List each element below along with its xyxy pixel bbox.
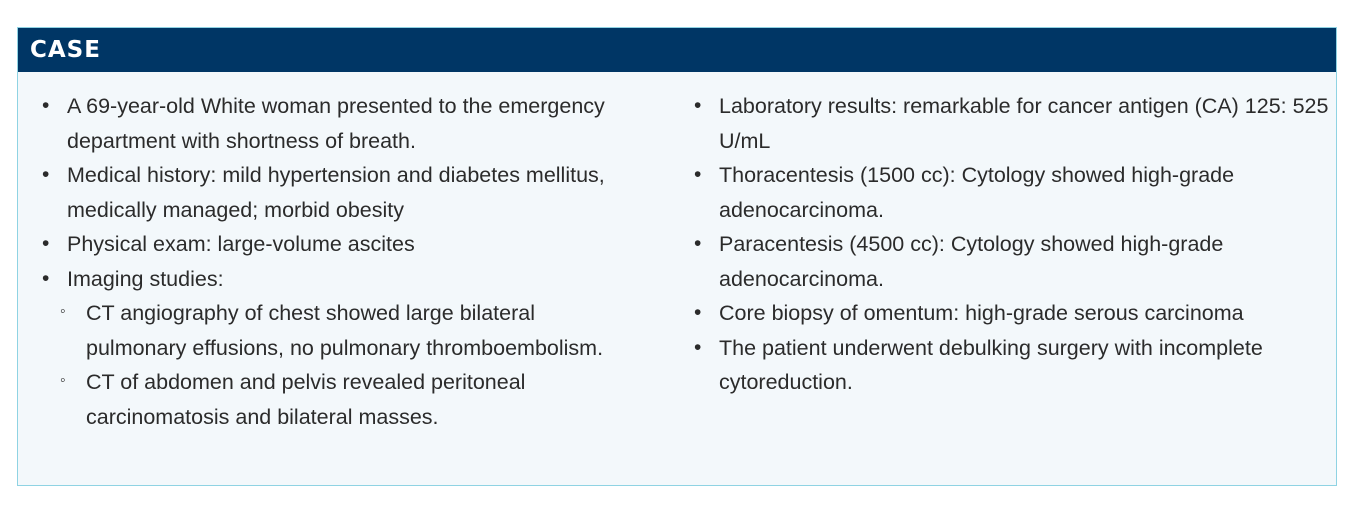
sublist-item-text: CT of abdomen and pelvis revealed peritoneal carcinomatosis and bilateral masses. [86,370,526,429]
imaging-sublist [38,296,638,434]
bullet-icon: • [694,163,702,186]
case-box [17,27,1337,486]
list-item-text: Medical history: mild hypertension and diabetes mellitus, medically managed; morbid obesity [67,163,605,222]
left-column [38,89,638,434]
list-item-paracentesis [690,227,1330,296]
sublist-item-ct-abdomen [38,365,638,434]
case-header: CASE [18,28,1336,72]
list-item-text: A 69-year-old White woman presented to the emergency department with shortness of breath. [67,94,605,153]
sub-bullet-icon: ◦ [60,372,66,389]
bullet-icon: • [42,232,50,255]
list-item-core-biopsy [690,296,1330,331]
list-item-text: Imaging studies: [67,266,224,291]
bullet-icon: • [42,163,50,186]
list-item-text: Thoracentesis (1500 cc): Cytology showed high-grade adenocarcinoma. [719,163,1235,222]
bullet-icon: • [694,94,702,117]
bullet-icon: • [42,266,50,290]
right-column [690,89,1330,400]
list-item-text: Core biopsy of omentum: high-grade serous carcinoma [719,301,1244,325]
bullet-icon: • [694,301,702,324]
list-item-text: Paracentesis (4500 cc): Cytology showed high-grade adenocarcinoma. [719,232,1224,291]
list-item-text: Laboratory results: remarkable for cancer antigen (CA) 125: 525 U/mL [719,94,1329,153]
list-item-medical-history [38,158,638,227]
sub-bullet-icon: ◦ [60,303,66,320]
left-list [38,89,638,296]
list-item-thoracentesis [690,158,1330,227]
list-item-lab-results [690,89,1330,158]
list-item-presentation [38,89,638,158]
sublist-item-text: CT angiography of chest showed large bilateral pulmonary effusions, no pulmonary thromboembolism. [86,301,604,360]
list-item-surgery [690,331,1330,400]
list-item-text: The patient underwent debulking surgery with incomplete cytoreduction. [719,335,1263,394]
bullet-icon: • [694,335,702,359]
sublist-item-ct-chest [38,296,638,365]
right-list [690,89,1330,400]
bullet-icon: • [694,232,702,255]
bullet-icon: • [42,94,50,117]
case-columns [18,72,1336,486]
list-item-imaging-studies [38,262,638,297]
list-item-text: Physical exam: large-volume ascites [67,232,415,256]
list-item-physical-exam [38,227,638,262]
